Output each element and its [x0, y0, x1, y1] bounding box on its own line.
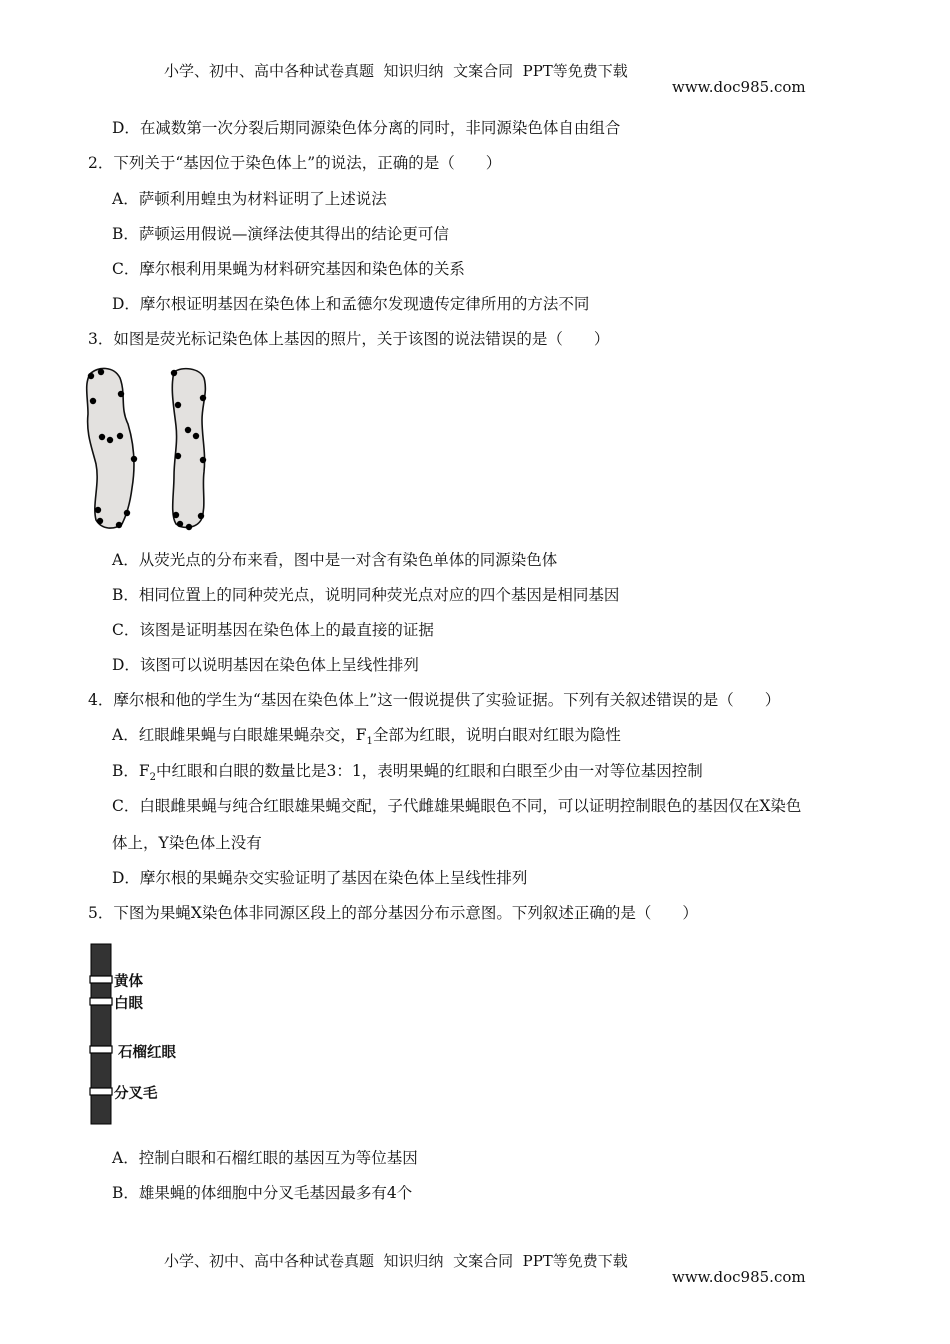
q4-option-b-pre: B．F	[112, 762, 150, 780]
q2-option-c: C．摩尔根利用果蝇为材料研究基因和染色体的关系	[112, 260, 465, 278]
gene-label-white-eye: 白眼	[114, 995, 143, 1012]
gene-label-forked-bristle: 分叉毛	[114, 1085, 158, 1102]
q4-option-a	[112, 724, 621, 753]
q4-stem: 4．摩尔根和他的学生为“基因在染色体上”这一假说提供了实验证据。下列有关叙述错误的是（ ）	[88, 691, 781, 709]
q3-stem: 3．如图是荧光标记染色体上基因的照片，关于该图的说法错误的是（ ）	[88, 330, 610, 348]
q4-option-a-pre: A．红眼雌果蝇与白眼雄果蝇杂交，F	[112, 726, 367, 744]
q5-option-b: B．雄果蝇的体细胞中分叉毛基因最多有4个	[112, 1184, 413, 1202]
q5-stem: 5．下图为果蝇X染色体非同源区段上的部分基因分布示意图。下列叙述正确的是（ ）	[88, 904, 698, 922]
gene-label-yellow-body: 黄体	[114, 973, 143, 990]
q4-option-b-post: 中红眼和白眼的数量比是3：1，表明果蝇的红眼和白眼至少由一对等位基因控制	[156, 762, 703, 780]
q3-option-a: A．从荧光点的分布来看，图中是一对含有染色单体的同源染色体	[112, 551, 558, 569]
page-header	[0, 42, 950, 96]
footer-left-text: 小学、初中、高中各种试卷真题 知识归纳 文案合同 PPT等免费下载	[164, 1252, 628, 1270]
q2-stem: 2．下列关于“基因位于染色体上”的说法，正确的是（ ）	[88, 154, 502, 172]
chromosome-right-figure	[162, 364, 212, 532]
header-right-text: www.doc985.com	[672, 78, 806, 96]
header-left-text: 小学、初中、高中各种试卷真题 知识归纳 文案合同 PPT等免费下载	[164, 62, 628, 80]
q2-option-a: A．萨顿利用蝗虫为材料证明了上述说法	[112, 190, 387, 208]
prev-option-d: D．在减数第一次分裂后期同源染色体分离的同时，非同源染色体自由组合	[112, 119, 621, 137]
gene-label-garnet-eye: 石榴红眼	[118, 1044, 176, 1061]
q4-option-a-post: 全部为红眼，说明白眼对红眼为隐性	[372, 726, 621, 744]
q4-option-d: D．摩尔根的果蝇杂交实验证明了基因在染色体上呈线性排列	[112, 869, 528, 887]
q2-option-d: D．摩尔根证明基因在染色体上和孟德尔发现遗传定律所用的方法不同	[112, 295, 590, 313]
q2-option-b: B．萨顿运用假说—演绎法使其得出的结论更可信	[112, 225, 449, 243]
page-footer	[0, 1232, 950, 1286]
q5-option-a: A．控制白眼和石榴红眼的基因互为等位基因	[112, 1149, 418, 1167]
q4-option-b	[112, 760, 703, 789]
q4-option-a-sub: 1	[366, 736, 373, 748]
q4-option-c-line1: C．白眼雌果蝇与纯合红眼雄果蝇交配，子代雌雄果蝇眼色不同，可以证明控制眼色的基因仅在X染色	[112, 797, 802, 815]
q3-option-d: D．该图可以说明基因在染色体上呈线性排列	[112, 656, 419, 674]
chromosome-left-figure	[80, 364, 146, 532]
q3-option-c: C．该图是证明基因在染色体上的最直接的证据	[112, 621, 434, 639]
q4-option-b-sub: 2	[149, 772, 157, 784]
q4-option-c-line2: 体上，Y染色体上没有	[112, 834, 262, 852]
q3-option-b: B．相同位置上的同种荧光点，说明同种荧光点对应的四个基因是相同基因	[112, 586, 620, 604]
footer-right-text: www.doc985.com	[672, 1268, 806, 1286]
